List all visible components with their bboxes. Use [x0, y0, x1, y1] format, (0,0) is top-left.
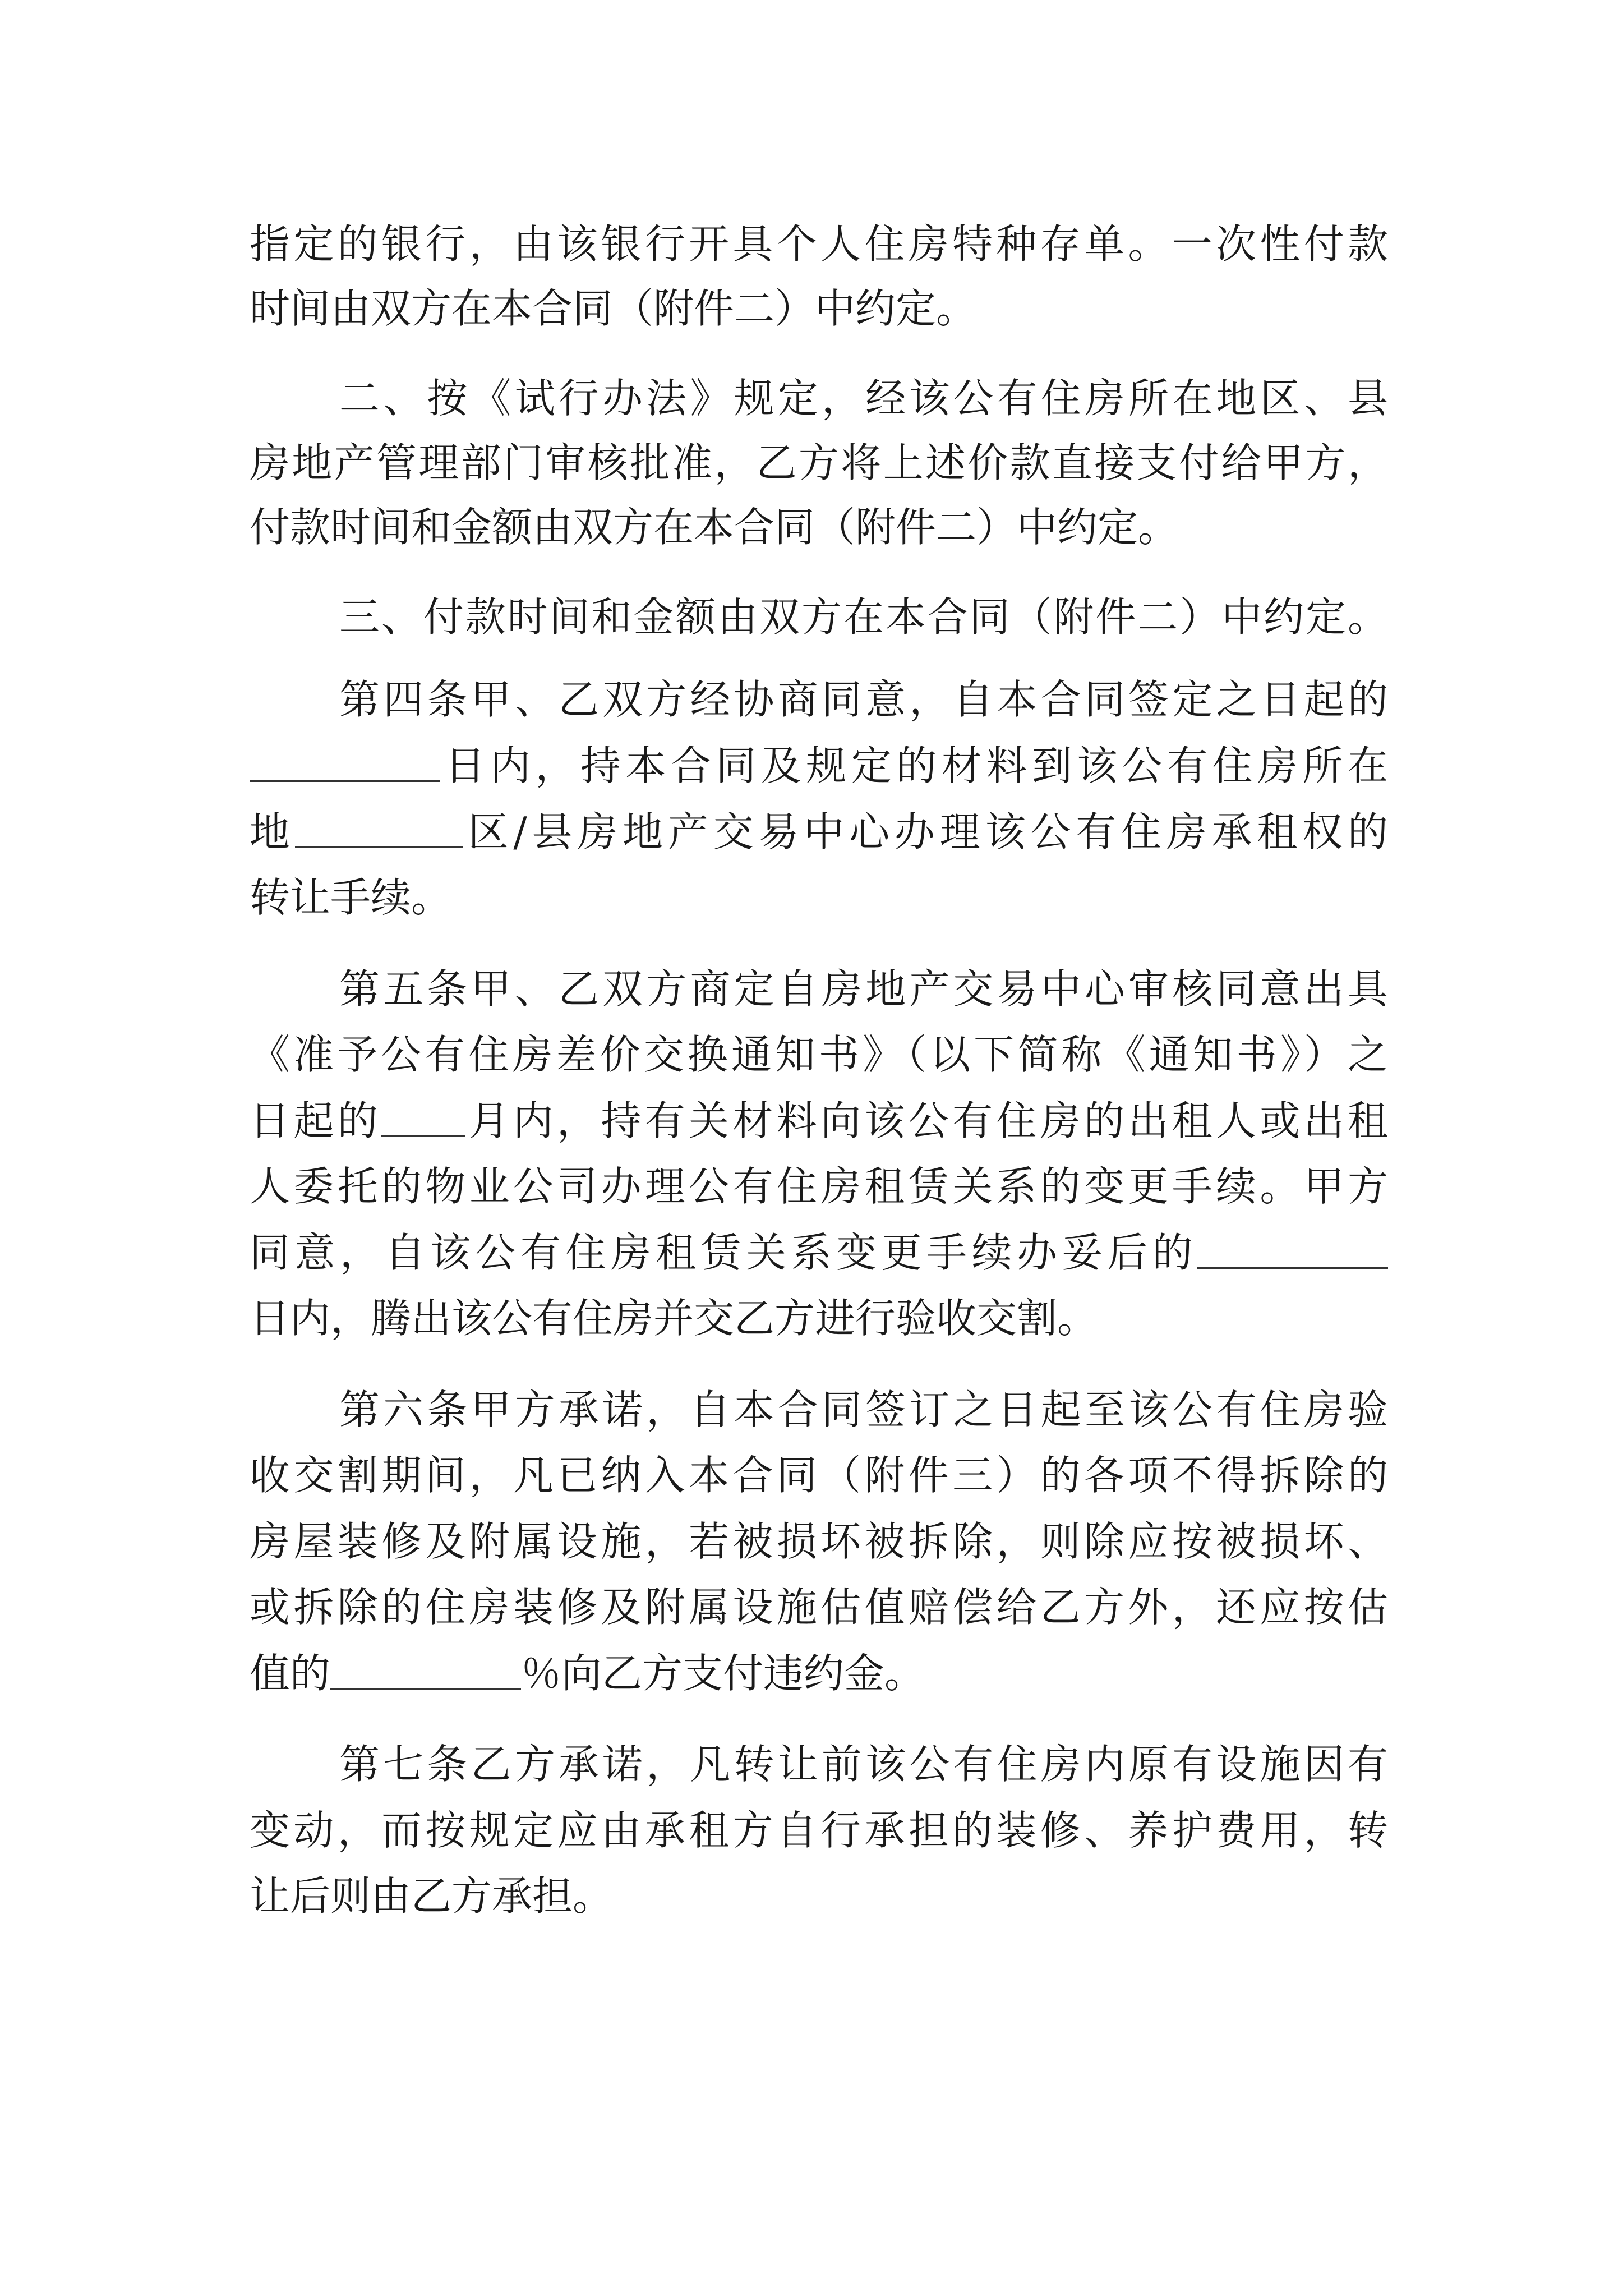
fill-in-blank — [1197, 1231, 1388, 1269]
text-span: 日内，持本合同及规定的材料到该公有住房所在 — [440, 742, 1388, 789]
text-line — [339, 367, 1388, 429]
text-span: 二、按《试行办法》规定，经该公有住房所在地区、县 — [339, 375, 1388, 422]
text-line — [250, 1576, 1388, 1638]
text-line — [250, 213, 1388, 275]
text-span: 三、付款时间和金额由双方在本合同（附件二）中约定。 — [339, 593, 1388, 641]
text-line — [250, 496, 1388, 558]
text-line — [339, 1733, 1388, 1795]
text-span: 第四条甲、乙双方经协商同意，自本合同签定之日起的 — [339, 676, 1388, 723]
text-line — [250, 801, 1388, 863]
text-line — [250, 1222, 1388, 1283]
text-span: 第六条甲方承诺，自本合同签订之日起至该公有住房验 — [339, 1386, 1388, 1433]
text-line — [250, 1024, 1388, 1085]
text-span: 《准予公有住房差价交换通知书》（以下简称《通知书》）之 — [250, 1031, 1388, 1078]
text-span: 日起的 — [250, 1097, 381, 1144]
text-span: 同意，自该公有住房租赁关系变更手续办妥后的 — [250, 1229, 1197, 1276]
text-line — [339, 586, 1388, 648]
text-line — [250, 1444, 1388, 1506]
fill-in-blank — [250, 744, 440, 782]
text-span: 或拆除的住房装修及附属设施估值赔偿给乙方外，还应按估 — [250, 1584, 1388, 1631]
text-span: 日内，腾出该公有住房并交乙方进行验收交割。 — [250, 1295, 1098, 1342]
text-span: 第七条乙方承诺，凡转让前该公有住房内原有设施因有 — [339, 1741, 1388, 1788]
text-span: 付款时间和金额由双方在本合同（附件二）中约定。 — [250, 504, 1179, 551]
text-span: 第五条甲、乙双方商定自房地产交易中心审核同意出具 — [339, 965, 1388, 1013]
text-line — [250, 1642, 1388, 1704]
text-line — [250, 432, 1388, 494]
text-span: 房地产管理部门审核批准，乙方将上述价款直接支付给甲方， — [250, 439, 1388, 486]
text-line — [250, 1287, 1388, 1349]
text-span: 人委托的物业公司办理公有住房租赁关系的变更手续。甲方 — [250, 1163, 1388, 1210]
text-line — [339, 1379, 1388, 1441]
text-line — [339, 958, 1388, 1020]
text-line — [250, 1800, 1388, 1861]
text-line — [250, 1090, 1388, 1152]
text-line — [250, 1511, 1388, 1572]
text-span: 时间由双方在本合同（附件二）中约定。 — [250, 285, 977, 332]
text-span: 区/县房地产交易中心办理该公有住房承租权的 — [463, 808, 1388, 855]
fill-in-blank — [381, 1099, 465, 1137]
text-span: 房屋装修及附属设施，若被损坏被拆除，则除应按被损坏、 — [250, 1518, 1388, 1565]
text-span: ％向乙方支付违约金。 — [521, 1650, 925, 1697]
fill-in-blank — [295, 810, 463, 848]
text-line — [339, 669, 1388, 730]
text-span: 变动，而按规定应由承租方自行承担的装修、养护费用，转 — [250, 1807, 1388, 1854]
text-span: 转让手续。 — [250, 874, 452, 921]
text-span: 让后则由乙方承担。 — [250, 1872, 614, 1920]
text-line — [250, 1865, 1388, 1927]
text-line — [250, 735, 1388, 797]
text-span: 值的 — [250, 1650, 331, 1697]
fill-in-blank — [330, 1651, 521, 1690]
text-line — [250, 278, 1388, 339]
text-line — [250, 1156, 1388, 1217]
text-span: 收交割期间，凡已纳入本合同（附件三）的各项不得拆除的 — [250, 1452, 1388, 1499]
text-span: 指定的银行，由该银行开具个人住房特种存单。一次性付款 — [250, 220, 1388, 268]
text-span: 地 — [250, 808, 295, 855]
text-span: 月内，持有关材料向该公有住房的出租人或出租 — [465, 1097, 1388, 1144]
text-line — [250, 867, 1388, 928]
